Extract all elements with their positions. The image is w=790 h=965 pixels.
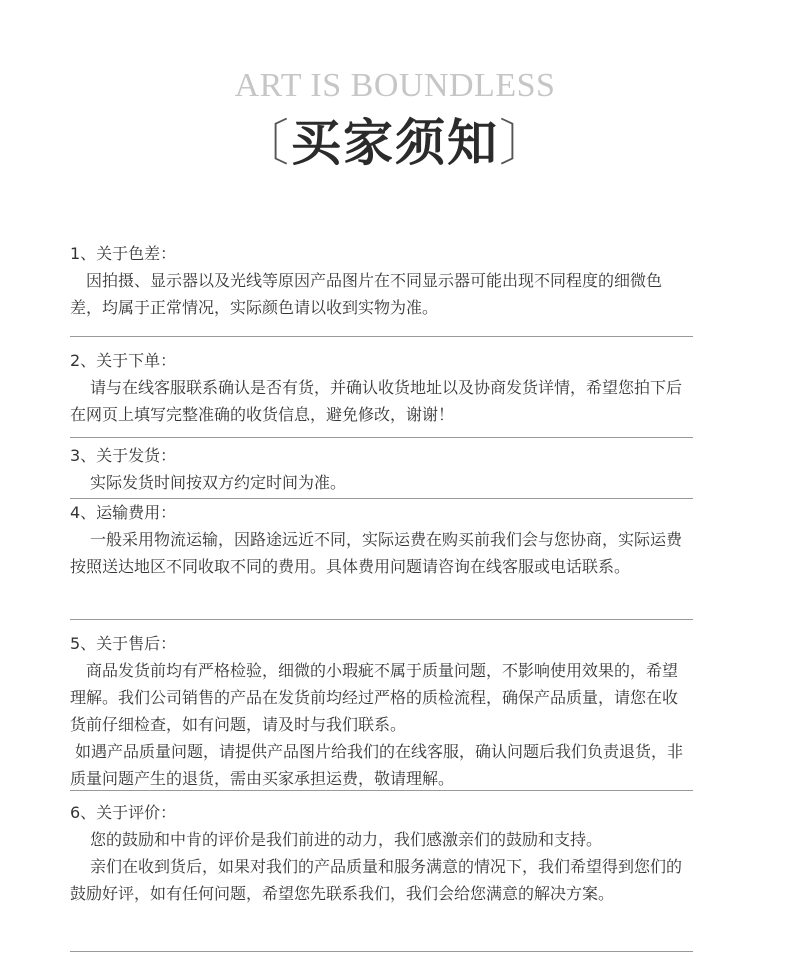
page-subtitle: ART IS BOUNDLESS <box>234 67 556 104</box>
section-paragraph: 亲们在收到货后，如果对我们的产品质量和服务满意的情况下，我们希望得到您们的鼓励好评，如有任何问题，希望您先联系我们，我们会给您满意的解决方案。 <box>70 857 683 903</box>
section-ordering <box>70 337 693 438</box>
title-bracket-left: 〔 <box>239 114 291 172</box>
title-text: 买家须知 <box>291 113 499 172</box>
section-paragraph: 如遇产品质量问题，请提供产品图片给我们的在线客服，确认问题后我们负责退货，非质量问题产生的退货，需由买家承担运费，敬请理解。 <box>70 742 684 788</box>
section-paragraph: 一般采用物流运输，因路途远近不同，实际运费在购买前我们会与您协商，实际运费按照送达地区不同收取不同的费用。具体费用问题请咨询在线客服或电话联系。 <box>70 530 683 576</box>
section-heading: 6、关于评价： <box>70 803 177 822</box>
section-paragraph: 实际发货时间按双方约定时间为准。 <box>90 473 347 492</box>
notice-list <box>70 240 693 952</box>
section-paragraph: 商品发货前均有严格检验，细微的小瑕疵不属于质量问题，不影响使用效果的，希望理解。我们公司销售的产品在发货前均经过严格的质检流程，确保产品质量，请您在收货前仔细检查，如有问题，请及时与我们联系。 <box>70 661 679 734</box>
title-bracket-right: 〕 <box>499 114 551 172</box>
section-heading: 5、关于售后： <box>70 634 177 653</box>
section-reviews <box>70 791 693 952</box>
section-heading: 4、运输费用： <box>70 503 177 522</box>
section-color-difference <box>70 240 693 337</box>
section-heading: 3、关于发货： <box>70 446 177 465</box>
section-shipping <box>70 438 693 499</box>
section-paragraph: 请与在线客服联系确认是否有货，并确认收货地址以及协商发货详情，希望您拍下后在网页上填写完整准确的收货信息，避免修改，谢谢！ <box>70 378 683 424</box>
section-after-sales <box>70 620 693 791</box>
section-heading: 1、关于色差： <box>70 244 177 263</box>
section-heading: 2、关于下单： <box>70 351 177 370</box>
section-shipping-cost <box>70 499 693 620</box>
section-paragraph: 因拍摄、显示器以及光线等原因产品图片在不同显示器可能出现不同程度的细微色差，均属于正常情况，实际颜色请以收到实物为准。 <box>70 271 663 317</box>
page-title <box>0 108 790 178</box>
section-paragraph: 您的鼓励和中肯的评价是我们前进的动力，我们感激亲们的鼓励和支持。 <box>90 830 603 849</box>
